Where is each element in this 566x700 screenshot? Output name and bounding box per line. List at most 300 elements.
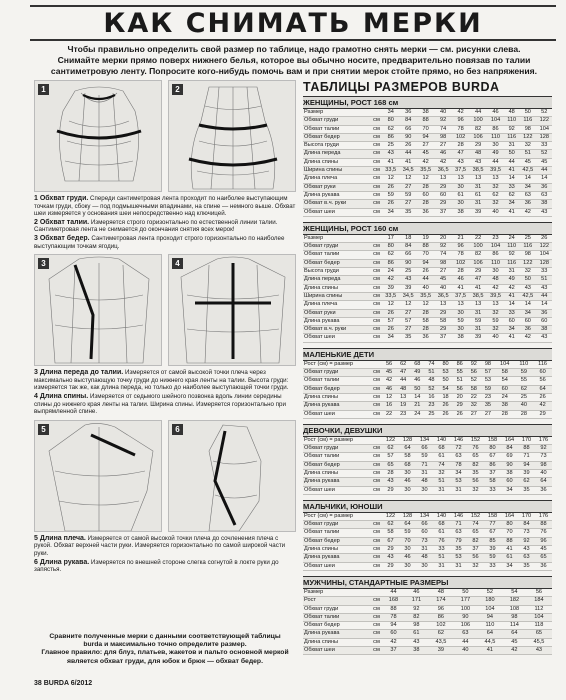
table-row — [303, 554, 552, 562]
table-cell: 80 — [382, 117, 399, 125]
table-cell: 104 — [526, 613, 552, 621]
table-cell: 88 — [417, 117, 434, 125]
tables-container — [303, 96, 552, 655]
row-label: Рост (см) = размер — [303, 513, 371, 521]
table-cell: 36 — [519, 326, 536, 334]
table-cell: 62 — [396, 361, 410, 369]
table-cell: 27 — [399, 200, 416, 208]
table-cell: 80 — [484, 445, 501, 453]
table-cell: 32 — [467, 402, 481, 410]
note-line: Главное правило: для блуз, платьев, жакетов и пальто основной меркой — [41, 649, 289, 657]
table-cell: 40 — [434, 109, 451, 117]
row-label: Обхват бедер — [303, 622, 371, 630]
table-row — [303, 605, 552, 613]
lower-torso-illustration — [169, 81, 296, 192]
table-cell: 44 — [382, 589, 405, 597]
table-cell: 58 — [495, 369, 514, 377]
table-cell: 43 — [452, 158, 469, 166]
table-cell: 82 — [467, 461, 484, 469]
table-cell: 67 — [484, 453, 501, 461]
table-cell: 56 — [453, 385, 467, 393]
row-unit: см — [371, 183, 382, 191]
table-cell: 37 — [434, 208, 451, 216]
row-label: Обхват бедер — [303, 537, 371, 545]
table-cell: 64 — [399, 521, 416, 529]
row-label: Обхват талии — [303, 613, 371, 621]
table-cell: 106 — [469, 133, 486, 141]
table-cell: 48 — [487, 276, 504, 284]
table-cell: 26 — [382, 326, 399, 334]
table-cell: 26 — [537, 235, 552, 243]
table-cell: 67 — [382, 537, 399, 545]
table-cell: 31 — [469, 200, 486, 208]
table-cell: 28 — [417, 326, 434, 334]
table-cell: 39 — [518, 469, 535, 477]
row-unit: см — [371, 546, 382, 554]
table-cell: 116 — [504, 259, 519, 267]
table-cell: 26 — [382, 183, 399, 191]
table-cell: 100 — [454, 605, 477, 613]
table-cell: 39,5 — [487, 292, 504, 300]
table-cell: 25 — [519, 235, 536, 243]
table-cell: 35 — [518, 486, 535, 494]
description-heading: 3 Длина переда до талии. — [34, 369, 124, 377]
table-cell: 50 — [454, 589, 477, 597]
table-cell: 34 — [382, 334, 399, 342]
table-cell: 80 — [501, 521, 518, 529]
row-label: Высота груди — [303, 142, 371, 150]
row-label: Длина спины — [303, 158, 371, 166]
tables-title: ТАБЛИЦЫ РАЗМЕРОВ BURDA — [303, 80, 500, 94]
table-cell: 78 — [452, 125, 469, 133]
row-unit: см — [371, 529, 382, 537]
table-cell: 100 — [469, 243, 486, 251]
table-cell: 33,5 — [382, 167, 399, 175]
figure-5-shoulder — [34, 420, 162, 532]
figure-number: 5 — [38, 424, 49, 435]
row-unit: см — [371, 334, 382, 342]
table-cell: 44,5 — [477, 638, 503, 646]
row-label: Обхват в.ч. руки — [303, 326, 371, 334]
table-cell: 43 — [537, 284, 552, 292]
table-cell: 34 — [519, 309, 536, 317]
table-cell: 28 — [514, 410, 533, 418]
row-unit: см — [371, 191, 382, 199]
table-cell: 31 — [504, 142, 519, 150]
table-cell: 59 — [514, 369, 533, 377]
table-cell: 59 — [481, 385, 495, 393]
table-cell: 34 — [501, 486, 518, 494]
table-cell: 39 — [399, 284, 416, 292]
table-cell: 29 — [469, 142, 486, 150]
row-label: Длина рукава — [303, 478, 371, 486]
table-cell: 28 — [417, 309, 434, 317]
table-cell: 98 — [434, 133, 451, 141]
table-cell: 39 — [469, 334, 486, 342]
table-cell: 37 — [382, 647, 405, 655]
table-row — [303, 125, 552, 133]
table-row — [303, 251, 552, 259]
row-unit: см — [371, 301, 382, 309]
table-row — [303, 613, 552, 621]
table-cell: 104 — [487, 243, 504, 251]
table-cell: 19 — [417, 235, 434, 243]
table-cell: 84 — [399, 117, 416, 125]
table-row — [303, 369, 552, 377]
table-row — [303, 259, 552, 267]
table-cell: 13 — [452, 175, 469, 183]
table-row — [303, 437, 552, 445]
table-cell: 74 — [467, 521, 484, 529]
size-tables — [303, 80, 552, 660]
table-cell: 92 — [434, 243, 451, 251]
table-cell: 24 — [382, 268, 399, 276]
table-cell: 43 — [382, 554, 399, 562]
description-heading: 2 Обхват талии. — [34, 218, 90, 226]
table-cell: 40 — [535, 469, 552, 477]
table-cell: 23 — [424, 402, 438, 410]
table-row — [303, 478, 552, 486]
table-cell: 98 — [434, 259, 451, 267]
table-cell: 71 — [450, 521, 467, 529]
table-cell: 18 — [399, 235, 416, 243]
row-label: Обхват талии — [303, 125, 371, 133]
table-cell: 31 — [450, 562, 467, 570]
table-row — [303, 150, 552, 158]
table-cell: 88 — [417, 243, 434, 251]
table-cell: 42 — [434, 158, 451, 166]
row-unit: см — [371, 537, 382, 545]
intro-line: Чтобы правильно определить свой размер по таблице, надо грамотно снять мерки — см. рисунки слева. — [67, 44, 521, 54]
table-cell: 94 — [417, 133, 434, 141]
intro-line: Снимайте мерки прямо поверх нижнего белья, которое вы обычно носите, предварительно повязав по талии — [57, 55, 531, 65]
table-row — [303, 183, 552, 191]
table-cell: 86 — [453, 361, 467, 369]
row-label: Рост (см) = размер — [303, 361, 371, 369]
row-unit: см — [371, 562, 382, 570]
table-cell: 57 — [382, 317, 399, 325]
table-cell: 35 — [399, 208, 416, 216]
row-unit: см — [371, 326, 382, 334]
table-cell: 35 — [399, 334, 416, 342]
table-cell: 30 — [487, 142, 504, 150]
row-label: Обхват шеи — [303, 647, 371, 655]
description-item — [34, 235, 296, 250]
row-label: Длина плеча — [303, 175, 371, 183]
table-cell: 110 — [487, 133, 504, 141]
table-row — [303, 562, 552, 570]
table-row — [303, 158, 552, 166]
table-cell: 40 — [434, 284, 451, 292]
table-cell: 52 — [467, 377, 481, 385]
row-unit: см — [371, 521, 382, 529]
table-cell: 90 — [454, 613, 477, 621]
table-row — [303, 638, 552, 646]
table-cell: 41 — [504, 167, 519, 175]
table-cell: 58 — [382, 529, 399, 537]
table-cell: 53 — [439, 369, 453, 377]
table-cell: 36,5 — [434, 167, 451, 175]
table-cell: 90 — [501, 461, 518, 469]
table-row — [303, 167, 552, 175]
table-cell: 26 — [382, 200, 399, 208]
table-cell: 16 — [424, 393, 438, 401]
table-cell: 48 — [416, 478, 433, 486]
table-cell: 58 — [484, 478, 501, 486]
row-label: Обхват груди — [303, 369, 371, 377]
row-label: Размер — [303, 589, 371, 597]
description-heading: 3 Обхват бедер. — [34, 234, 90, 242]
table-cell: 64 — [533, 385, 552, 393]
bottom-note — [34, 633, 296, 666]
table-cell: 43 — [382, 478, 399, 486]
table-cell: 36 — [417, 334, 434, 342]
table-cell: 38 — [495, 402, 514, 410]
table-cell: 76 — [535, 529, 552, 537]
measure-guide — [34, 80, 296, 578]
table-cell: 29 — [434, 183, 451, 191]
table-cell: 63 — [518, 554, 535, 562]
table-cell: 27 — [434, 142, 451, 150]
table-cell: 38 — [452, 334, 469, 342]
table-cell: 69 — [501, 453, 518, 461]
table-cell: 24 — [504, 235, 519, 243]
table-cell: 122 — [537, 117, 552, 125]
table-cell: 33 — [504, 183, 519, 191]
table-cell: 28 — [417, 183, 434, 191]
table-cell: 62 — [382, 125, 399, 133]
row-unit: см — [371, 284, 382, 292]
figure-3-front-length — [34, 254, 162, 366]
table-cell: 67 — [484, 529, 501, 537]
table-cell: 60 — [416, 529, 433, 537]
table-cell: 23 — [487, 235, 504, 243]
row-unit: см — [371, 309, 382, 317]
table-cell: 152 — [467, 437, 484, 445]
row-unit: см — [371, 410, 382, 418]
table-cell: 13 — [487, 175, 504, 183]
table-cell: 39 — [382, 284, 399, 292]
row-label: Обхват талии — [303, 377, 371, 385]
table-cell: 98 — [519, 125, 536, 133]
table-cell: 28 — [417, 200, 434, 208]
row-unit: см — [371, 597, 382, 605]
table-row — [303, 385, 552, 393]
table-cell: 37,5 — [452, 167, 469, 175]
row-label: Обхват груди — [303, 117, 371, 125]
table-cell: 32 — [487, 200, 504, 208]
table-cell: 62 — [382, 445, 399, 453]
table-cell: 27 — [399, 326, 416, 334]
table-cell: 90 — [399, 259, 416, 267]
row-unit: см — [371, 142, 382, 150]
table-cell: 46 — [434, 150, 451, 158]
table-cell: 96 — [535, 537, 552, 545]
table-cell: 36 — [537, 183, 552, 191]
table-cell: 17 — [382, 235, 399, 243]
size-table-title: ДЕВОЧКИ, ДЕВУШКИ — [303, 424, 552, 437]
table-cell: 98 — [535, 461, 552, 469]
table-cell: 42 — [382, 276, 399, 284]
table-cell: 32 — [487, 326, 504, 334]
table-row — [303, 191, 552, 199]
table-cell: 34 — [382, 208, 399, 216]
table-cell: 66 — [399, 251, 416, 259]
table-row — [303, 309, 552, 317]
table-cell: 128 — [537, 259, 552, 267]
table-cell: 80 — [382, 243, 399, 251]
table-cell: 43 — [537, 334, 552, 342]
table-cell: 122 — [382, 513, 399, 521]
table-cell: 140 — [433, 513, 450, 521]
row-label: Длина рукава — [303, 402, 371, 410]
table-cell: 33 — [433, 546, 450, 554]
table-cell: 59 — [487, 317, 504, 325]
table-row — [303, 268, 552, 276]
table-cell: 66 — [416, 521, 433, 529]
table-cell: 63 — [454, 630, 477, 638]
table-cell: 78 — [452, 251, 469, 259]
table-cell: 57 — [382, 453, 399, 461]
row-unit: см — [371, 393, 382, 401]
table-cell: 44 — [537, 167, 552, 175]
row-label: Длина спины — [303, 393, 371, 401]
row-unit — [371, 589, 382, 597]
table-cell: 114 — [503, 622, 526, 630]
table-cell: 164 — [501, 513, 518, 521]
table-row — [303, 109, 552, 117]
table-cell: 30 — [399, 546, 416, 554]
table-cell: 32 — [433, 469, 450, 477]
table-cell: 62 — [428, 630, 454, 638]
table-cell: 59 — [484, 554, 501, 562]
table-cell: 27 — [481, 410, 495, 418]
row-label: Длина переда — [303, 276, 371, 284]
table-cell: 44 — [396, 377, 410, 385]
table-cell: 34,5 — [399, 167, 416, 175]
table-cell: 29 — [434, 200, 451, 208]
table-cell: 58 — [467, 385, 481, 393]
note-line: burda и максимально точно определите размер. — [83, 641, 247, 649]
row-label: Длина переда — [303, 150, 371, 158]
table-cell: 30 — [399, 562, 416, 570]
row-label: Длина рукава — [303, 554, 371, 562]
table-cell: 60 — [504, 317, 519, 325]
torso-front-length-illustration — [35, 255, 162, 366]
table-cell: 55 — [453, 369, 467, 377]
table-cell: 26 — [399, 142, 416, 150]
issue-number: 6/2012 — [70, 680, 93, 687]
table-cell: 60 — [533, 369, 552, 377]
table-cell: 46 — [399, 478, 416, 486]
table-cell: 102 — [452, 133, 469, 141]
table-cell: 56 — [467, 554, 484, 562]
table-cell: 50 — [519, 109, 536, 117]
row-unit: см — [371, 268, 382, 276]
table-cell: 38,5 — [469, 292, 486, 300]
row-label: Обхват груди — [303, 243, 371, 251]
table-cell: 44 — [487, 158, 504, 166]
table-cell: 74 — [424, 361, 438, 369]
row-unit: см — [371, 613, 382, 621]
row-label: Обхват шеи — [303, 562, 371, 570]
table-cell: 44 — [454, 638, 477, 646]
table-cell: 65 — [535, 554, 552, 562]
table-cell: 47 — [396, 369, 410, 377]
table-row — [303, 469, 552, 477]
row-unit: см — [371, 453, 382, 461]
figure-number: 6 — [172, 424, 183, 435]
table-cell: 164 — [501, 437, 518, 445]
table-row — [303, 284, 552, 292]
table-row — [303, 208, 552, 216]
table-cell: 13 — [396, 393, 410, 401]
table-cell: 29 — [382, 562, 399, 570]
table-cell: 128 — [537, 133, 552, 141]
table-cell: 66 — [399, 125, 416, 133]
table-cell: 88 — [501, 537, 518, 545]
row-unit: см — [371, 158, 382, 166]
table-cell: 41 — [504, 334, 519, 342]
row-unit — [371, 513, 382, 521]
table-cell: 78 — [382, 613, 405, 621]
table-cell: 56 — [382, 361, 396, 369]
row-label: Обхват бедер — [303, 461, 371, 469]
table-cell: 122 — [382, 437, 399, 445]
table-cell: 38 — [417, 109, 434, 117]
table-cell: 76 — [433, 537, 450, 545]
torso-front-illustration — [35, 81, 162, 192]
table-cell: 60 — [417, 191, 434, 199]
table-cell: 45 — [519, 158, 536, 166]
size-table-title: МУЖЧИНЫ, СТАНДАРТНЫЕ РАЗМЕРЫ — [303, 576, 552, 589]
table-cell: 42 — [533, 402, 552, 410]
table-cell: 25 — [424, 410, 438, 418]
table-cell: 104 — [537, 251, 552, 259]
table-cell: 53 — [481, 377, 495, 385]
row-label: Высота груди — [303, 268, 371, 276]
table-cell: 35 — [450, 546, 467, 554]
row-label: Обхват шеи — [303, 334, 371, 342]
row-label: Обхват шеи — [303, 208, 371, 216]
row-unit: см — [371, 554, 382, 562]
table-cell: 42 — [382, 377, 396, 385]
row-label: Обхват в.ч. руки — [303, 200, 371, 208]
table-cell: 70 — [501, 529, 518, 537]
table-cell: 38 — [452, 208, 469, 216]
table-cell: 29 — [382, 546, 399, 554]
table-cell: 12 — [399, 175, 416, 183]
table-cell: 31 — [416, 546, 433, 554]
figure-1-bust — [34, 80, 162, 192]
row-unit: см — [371, 208, 382, 216]
row-unit: см — [371, 125, 382, 133]
row-label: Размер — [303, 109, 371, 117]
table-cell: 25 — [382, 142, 399, 150]
table-cell: 21 — [410, 402, 424, 410]
table-cell: 59 — [382, 191, 399, 199]
table-cell: 72 — [450, 445, 467, 453]
table-cell: 44 — [469, 109, 486, 117]
table-cell: 41 — [477, 647, 503, 655]
row-unit: см — [371, 630, 382, 638]
table-cell: 128 — [399, 437, 416, 445]
table-cell: 71 — [518, 453, 535, 461]
table-cell: 32 — [467, 486, 484, 494]
table-cell: 43 — [382, 150, 399, 158]
row-unit: см — [371, 377, 382, 385]
table-cell: 94 — [518, 461, 535, 469]
